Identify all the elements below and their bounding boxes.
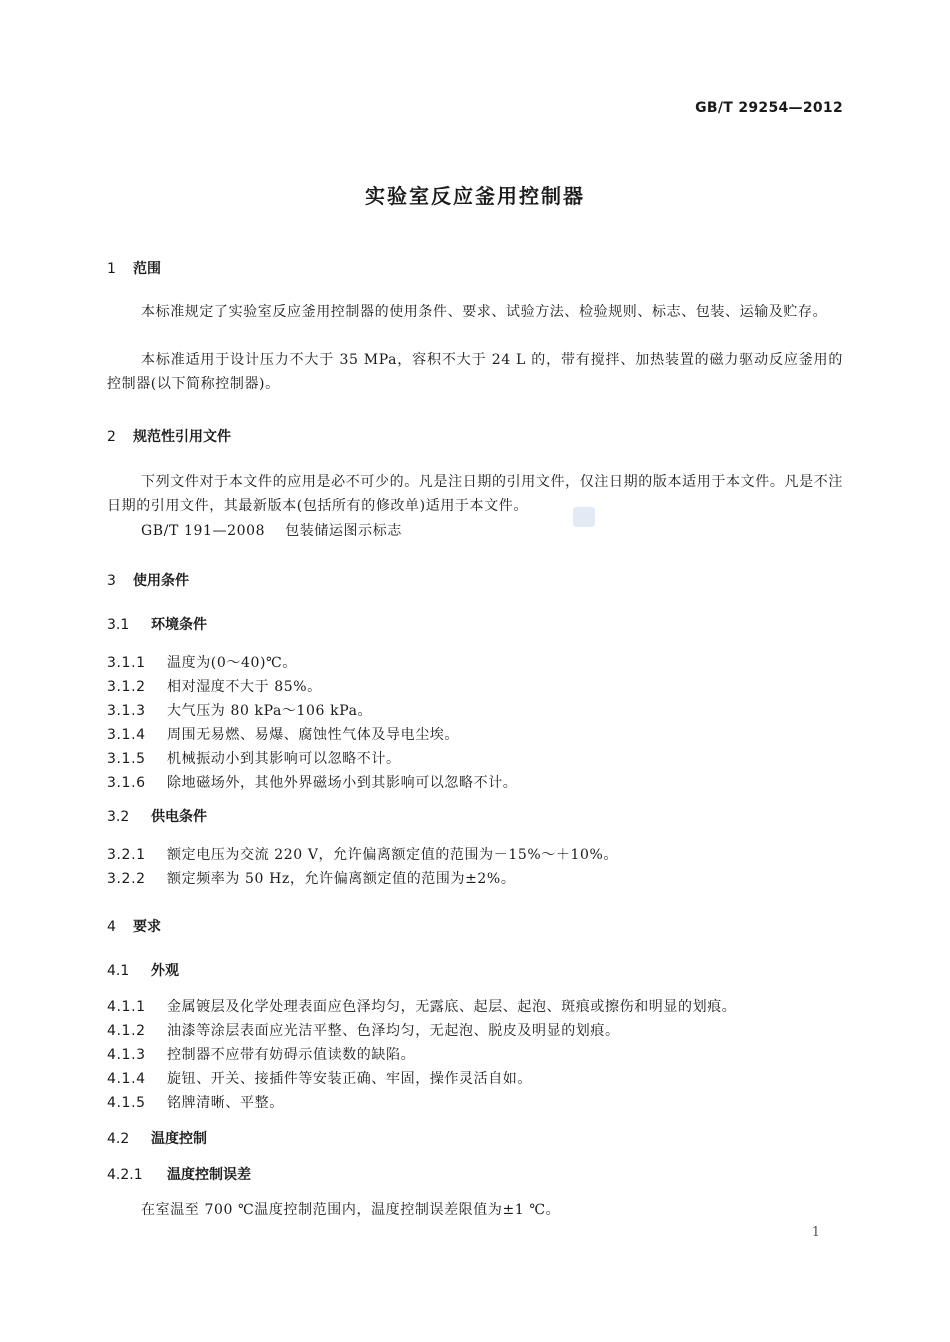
- item-number: 4.1.5: [107, 1095, 146, 1111]
- section-number: 3: [107, 573, 116, 589]
- paragraph: 下列文件对于本文件的应用是必不可少的。凡是注日期的引用文件，仅注日期的版本适用于本文件。凡是不注日期的引用文件，其最新版本(包括所有的修改单)适用于本文件。: [107, 474, 843, 514]
- subsection-3-1-heading: [107, 614, 207, 634]
- item-number: 3.2.2: [107, 871, 146, 887]
- section-number: 4: [107, 919, 116, 935]
- item-text: 铭牌清晰、平整。: [167, 1095, 284, 1111]
- section-number: 3.1: [107, 617, 130, 633]
- list-item: [107, 868, 515, 888]
- section-4-heading: [107, 916, 161, 936]
- section-number: 3.2: [107, 809, 130, 825]
- section-number: 1: [107, 261, 116, 277]
- section-3-heading: [107, 570, 189, 590]
- list-item: [107, 1068, 532, 1088]
- subsection-3-2-heading: [107, 806, 207, 826]
- list-item: [107, 772, 517, 792]
- section-1-heading: [107, 258, 161, 278]
- paragraph: 本标准规定了实验室反应釜用控制器的使用条件、要求、试验方法、检验规则、标志、包装、运输及贮存。: [141, 304, 828, 320]
- item-number: 3.1.2: [107, 679, 146, 695]
- watermark-logo: [573, 507, 595, 527]
- section-title: 范围: [133, 261, 161, 277]
- section-number: 2: [107, 429, 116, 445]
- item-text: 控制器不应带有妨碍示值读数的缺陷。: [167, 1047, 416, 1063]
- document-title: 实验室反应釜用控制器: [365, 184, 585, 208]
- item-text: 大气压为 80 kPa～106 kPa。: [167, 703, 373, 719]
- section-title: 使用条件: [133, 573, 189, 589]
- item-text: 周围无易燃、易爆、腐蚀性气体及导电尘埃。: [167, 727, 459, 743]
- item-number: 4.1.4: [107, 1071, 146, 1087]
- list-item: [107, 844, 618, 864]
- reference-code: GB/T 191—2008: [141, 523, 266, 539]
- section-title: 温度控制: [151, 1131, 207, 1147]
- item-number: 3.1.5: [107, 751, 146, 767]
- item-text: 额定频率为 50 Hz，允许偏离额定值的范围为±2%。: [167, 871, 516, 887]
- normative-reference: [141, 520, 402, 540]
- paragraph: 在室温至 700 ℃温度控制范围内，温度控制误差限值为±1 ℃。: [141, 1202, 561, 1218]
- subsection-4-1-heading: [107, 960, 179, 980]
- item-number: 4.1.1: [107, 999, 146, 1015]
- list-item: [107, 1044, 415, 1064]
- section-number: 4.2: [107, 1131, 130, 1147]
- item-number: 3.1.3: [107, 703, 146, 719]
- item-text: 额定电压为交流 220 V，允许偏离额定值的范围为－15%～＋10%。: [167, 847, 618, 863]
- reference-title: 包装储运图示标志: [285, 523, 402, 539]
- section-number: 4.2.1: [107, 1167, 143, 1183]
- item-text: 温度为(0～40)℃。: [167, 655, 297, 671]
- item-text: 机械振动小到其影响可以忽略不计。: [167, 751, 401, 767]
- item-text: 除地磁场外，其他外界磁场小到其影响可以忽略不计。: [167, 775, 518, 791]
- item-text: 旋钮、开关、接插件等安装正确、牢固，操作灵活自如。: [167, 1071, 532, 1087]
- list-item: [107, 996, 736, 1016]
- list-item: [107, 652, 297, 672]
- section-title: 供电条件: [151, 809, 207, 825]
- item-number: 4.1.3: [107, 1047, 146, 1063]
- item-number: 3.1.4: [107, 727, 146, 743]
- item-number: 4.1.2: [107, 1023, 146, 1039]
- item-text: 金属镀层及化学处理表面应色泽均匀，无露底、起层、起泡、斑痕或擦伤和明显的划痕。: [167, 999, 737, 1015]
- item-number: 3.2.1: [107, 847, 146, 863]
- item-number: 3.1.1: [107, 655, 146, 671]
- list-item: [107, 748, 401, 768]
- subsection-4-2-1-heading: [107, 1164, 251, 1184]
- page-number: 1: [811, 1225, 820, 1240]
- item-text: 油漆等涂层表面应光洁平整、色泽均匀，无起泡、脱皮及明显的划痕。: [167, 1023, 620, 1039]
- item-text: 相对湿度不大于 85%。: [167, 679, 322, 695]
- list-item: [107, 1020, 620, 1040]
- section-2-heading: [107, 426, 231, 446]
- section-title: 温度控制误差: [167, 1167, 251, 1183]
- section-title: 环境条件: [151, 617, 207, 633]
- section-number: 4.1: [107, 963, 130, 979]
- list-item: [107, 676, 322, 696]
- section-title: 规范性引用文件: [133, 429, 231, 445]
- list-item: [107, 1092, 284, 1112]
- section-title: 外观: [151, 963, 179, 979]
- paragraph: 本标准适用于设计压力不大于 35 MPa，容积不大于 24 L 的，带有搅拌、加热装置的磁力驱动反应釜用的控制器(以下简称控制器)。: [107, 352, 843, 392]
- list-item: [107, 724, 459, 744]
- subsection-4-2-heading: [107, 1128, 207, 1148]
- list-item: [107, 700, 372, 720]
- section-title: 要求: [133, 919, 161, 935]
- standard-number: GB/T 29254—2012: [695, 100, 843, 116]
- item-number: 3.1.6: [107, 775, 146, 791]
